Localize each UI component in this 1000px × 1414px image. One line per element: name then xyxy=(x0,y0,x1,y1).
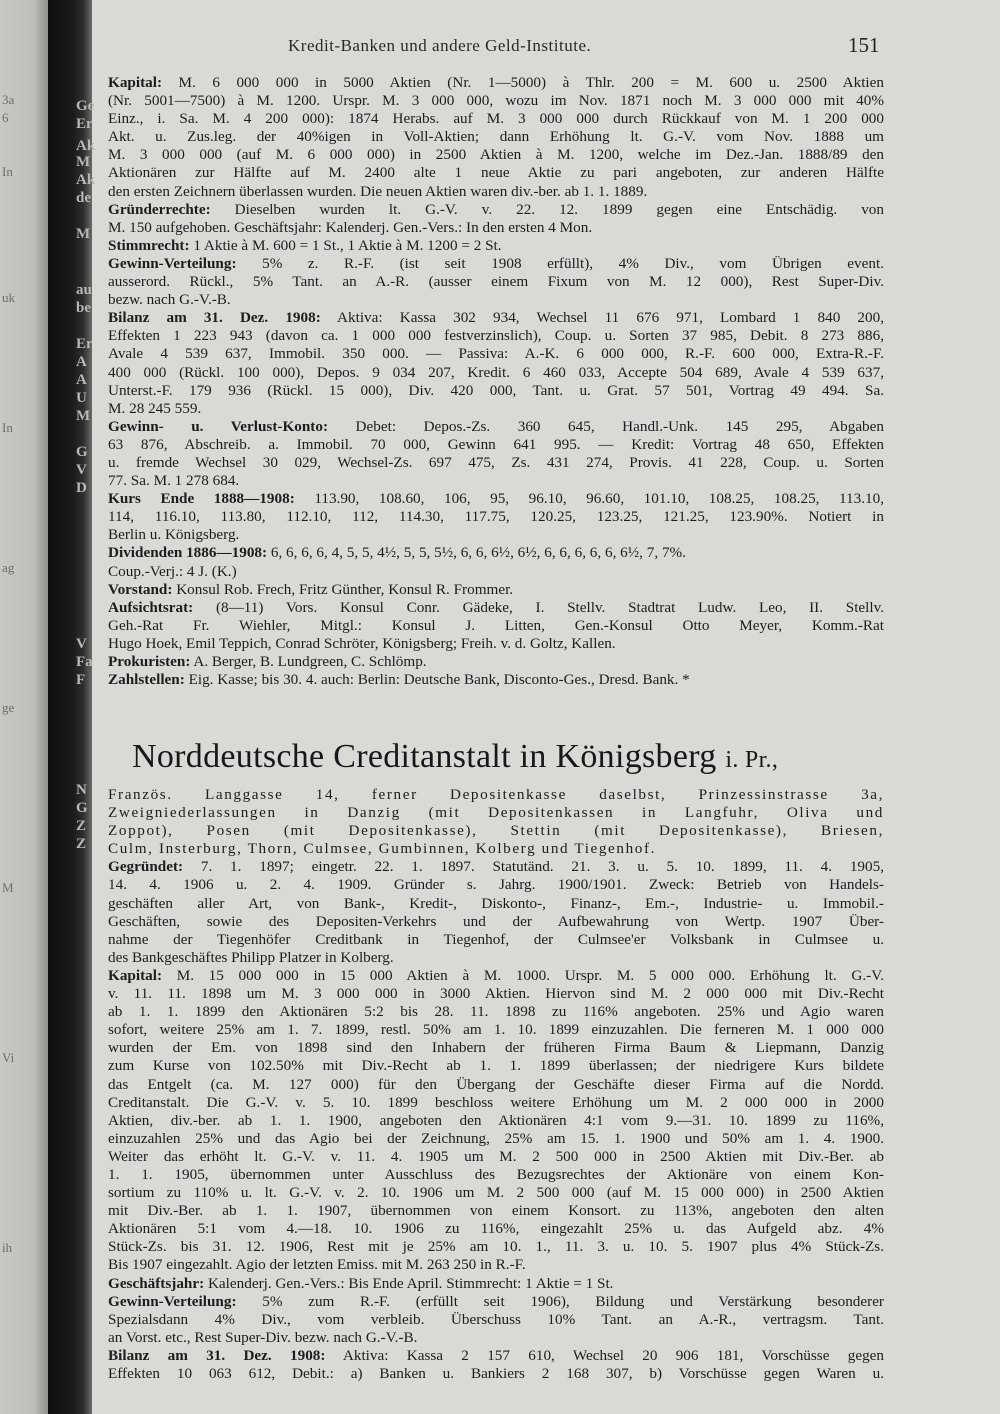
text-line: Stimmrecht: 1 Aktie à M. 600 = 1 St., 1 Aktie à M. 1200 = 2 St. xyxy=(108,236,502,254)
previous-page-edge xyxy=(0,0,48,1414)
section-heading xyxy=(108,728,884,786)
field-label: Kurs Ende 1888—1908: xyxy=(108,490,295,508)
text-line: Effekten 10 063 612, Debit.: a) Banken u. Bankiers 2 168 307, b) Vorschüsse gegen Waren u. xyxy=(108,1365,884,1382)
text-line: das Entgelt (ca. M. 127 000) für den Übergang der Geschäfte dieser Firma auf die Nordd. xyxy=(108,1075,884,1093)
text-line: Bilanz am 31. Dez. 1908: Aktiva: Kassa 2 157 610, Wechsel 20 906 181, Vorschüsse gegen xyxy=(108,1346,884,1364)
text-line: Geh.-Rat Fr. Wiehler, Mitgl.: Konsul J. Litten, Gen.-Konsul Otto Meyer, Komm.-Rat xyxy=(108,616,884,634)
text-line: M. 150 aufgehoben. Geschäftsjahr: Kalenderj. Gen.-Vers.: In den ersten 4 Mon. xyxy=(108,218,593,236)
text-line: Hugo Hoek, Emil Teppich, Conrad Schröter, Königsberg; Freih. v. d. Goltz, Kallen. xyxy=(108,634,616,652)
text-line: nahme der Tiegenhöfer Creditbank in Tiegenhof, der Culmsee'er Volksbank in Culmsee u. xyxy=(108,930,884,948)
spine-fragment: Er xyxy=(76,116,93,132)
field-label: Gewinn-Verteilung: xyxy=(108,254,237,272)
field-label: Kapital: xyxy=(108,966,163,984)
field-label: Bilanz am 31. Dez. 1908: xyxy=(108,1346,326,1364)
text-line: Aufsichtsrat: (8—11) Vors. Konsul Conr. Gädeke, I. Stellv. Stadtrat Ludw. Leo, II. Stellv. xyxy=(108,598,884,616)
text-line: Aktionären zur Hälfte auf M. 2400 alte 1 neue Aktie zu pari angeboten, zur anderen Hälfte xyxy=(108,164,884,182)
text-line: Vorstand: Konsul Rob. Frech, Fritz Günther, Konsul R. Frommer. xyxy=(108,580,514,598)
entry-norddeutsche-creditanstalt xyxy=(108,728,884,1383)
text-line: Creditanstalt. Die G.-V. v. 5. 10. 1899 beschloss weitere Erhöhung um M. 2 000 000 in 2000 xyxy=(108,1093,884,1111)
spine-fragment: Fa xyxy=(76,654,93,670)
text-line: Zoppot), Posen (mit Depositenkasse), Stettin (mit Depositenkasse), Briesen, xyxy=(108,822,884,840)
spine-fragment: A xyxy=(76,372,87,388)
spine-fragment: D xyxy=(76,480,87,496)
text-line: des Bankgeschäftes Philipp Platzer in Kolberg. xyxy=(108,948,394,966)
text-line: Aktionären 5:1 vom 4.—18. 10. 1906 zu 116%, eingezahlt 25% u. das Aufgeld abz. 4% xyxy=(108,1220,884,1238)
text-line: Geschäftsjahr: Kalenderj. Gen.-Vers.: Bis Ende April. Stimmrecht: 1 Aktie = 1 St. xyxy=(108,1274,614,1292)
text-line: ausserord. Rückl., 5% Tant. an A.-R. (ausser einem Fixum von M. 12 000), Rest Super-Div. xyxy=(108,273,884,291)
text-line: Spezialsdann 4% Div., vom verbleib. Überschuss 10% Tant. an A.-R., vertragsm. Tant. xyxy=(108,1310,884,1328)
text-line: 400 000 (Rückl. 100 000), Depos. 9 034 207, Kredit. 6 460 033, Accepte 504 689, Avale 4 539 637, xyxy=(108,363,884,381)
text-line: (Nr. 5001—7500) à M. 1200. Urspr. M. 3 000 000, wozu im Nov. 1871 noch M. 3 000 000 mit 40% xyxy=(108,92,884,110)
text-line: M. 28 245 559. xyxy=(108,399,202,417)
field-label: Kapital: xyxy=(108,74,163,91)
text-line: u. fremde Wechsel 30 029, Wechsel-Zs. 697 475, Zs. 431 274, Provis. 41 228, Coup. u. Sorten xyxy=(108,453,884,471)
text-line: ab 1. 1. 1899 den Aktionären 5:2 bis 28. 11. 1898 zu 116% angeboten. 25% und Agio waren xyxy=(108,1003,884,1021)
spine-fragment: G xyxy=(76,800,88,816)
prev-page-fragment: 6 xyxy=(2,110,9,125)
text-line: Geschäften, sowie des Depositen-Verkehrs und der Aufbewahrung von Wertp. 1907 Über- xyxy=(108,912,884,930)
prev-page-fragment: 3a xyxy=(2,92,15,107)
text-line: 14. 4. 1906 u. 2. 4. 1909. Gründer s. Jahrg. 1900/1901. Zweck: Betrieb von Handels- xyxy=(108,876,884,894)
text-line: Gewinn-Verteilung: 5% z. R.-F. (ist seit 1908 erfüllt), 4% Div., vom Übrigen event. xyxy=(108,254,884,272)
prev-page-fragment: M xyxy=(2,880,14,895)
field-label: Gründerrechte: xyxy=(108,200,211,218)
text-line: Unterst.-F. 179 936 (Rückl. 15 000), Div. 420 000, Tant. u. Grat. 57 501, Vortrag 49 494. Sa. xyxy=(108,381,884,399)
text-line: Weiter das erhöht lt. G.-V. v. 11. 4. 1905 um M. 2 500 000 in 2500 Aktien mit Div.-Ber. ab xyxy=(108,1147,884,1165)
field-label: Geschäftsjahr: xyxy=(108,1274,205,1292)
text-line: Avale 4 539 637, Immobil. 350 000. — Passiva: A.-K. 6 000 000, R.-F. 600 000, Extra-R.-F. xyxy=(108,345,884,363)
spine-fragment: au xyxy=(76,282,92,298)
text-line: 1. 1. 1905, übernommen unter Ausschluss des Bezugsrechtes der Aktionäre von einem Kon- xyxy=(108,1165,884,1183)
page-content xyxy=(108,0,988,1414)
text-line: Prokuristen: A. Berger, B. Lundgreen, C. Schlömp. xyxy=(108,653,427,670)
spine-fragment: Z xyxy=(76,836,87,852)
page-number: 151 xyxy=(848,33,880,57)
spine-fragment: de xyxy=(76,190,91,206)
text-line: Gewinn-Verteilung: 5% zum R.-F. (erfüllt seit 1906), Bildung und Verstärkung besonderer xyxy=(108,1292,884,1310)
field-label: Bilanz am 31. Dez. 1908: xyxy=(108,309,321,327)
field-label: Prokuristen: xyxy=(108,653,191,670)
prev-page-fragment: uk xyxy=(2,290,15,305)
spine-fragment: M xyxy=(76,226,91,242)
field-label: Gegründet: xyxy=(108,858,184,876)
spine-fragment: F xyxy=(76,672,86,688)
field-label: Stimmrecht: xyxy=(108,236,190,254)
text-line: Kapital: M. 6 000 000 in 5000 Aktien (Nr. 1—5000) à Thlr. 200 = M. 600 u. 2500 Aktien xyxy=(108,74,884,91)
text-line: M. 3 000 000 (auf M. 6 000 000) in 2500 Aktien à M. 1200, welche im Dez.-Jan. 1888/89 den xyxy=(108,146,884,164)
text-line: 114, 116.10, 113.80, 112.10, 112, 114.30, 117.75, 120.25, 123.25, 121.25, 123.90%. Notiert in xyxy=(108,508,884,526)
text-line: Kurs Ende 1888—1908: 113.90, 108.60, 106, 95, 96.10, 96.60, 101.10, 108.25, 108.25, 113.10, xyxy=(108,490,884,508)
spine-fragment: Ge xyxy=(76,98,95,114)
text-line: mit Div.-Ber. ab 1. 1. 1907, übernommen von einem Konsort. zu 113%, angeboten den alten xyxy=(108,1202,884,1220)
running-head: Kredit-Banken und andere Geld-Institute. xyxy=(288,36,592,55)
text-line: geschäften aller Art, von Bank-, Kredit-, Diskonto-, Finanz-, Em.-, Industrie- u. Immobil.- xyxy=(108,894,884,912)
text-line: Gegründet: 7. 1. 1897; eingetr. 22. 1. 1897. Statutänd. 21. 3. u. 5. 10. 1899, 11. 4. 1905, xyxy=(108,858,884,876)
text-line: Dividenden 1886—1908: 6, 6, 6, 6, 4, 5, 5, 4½, 5, 5, 5½, 6, 6, 6½, 6½, 6, 6, 6, 6, 6, 6½, 7, 7%. xyxy=(108,544,686,562)
text-line: Effekten 1 223 943 (davon ca. 1 000 000 festverzinslich), Coup. u. Sorten 37 985, Debit. 8 273 886, xyxy=(108,327,884,345)
spine-fragment: Er xyxy=(76,336,93,352)
text-line: Coup.-Verj.: 4 J. (K.) xyxy=(108,562,237,580)
text-line: an Vorst. etc., Rest Super-Div. bezw. nach G.-V.-B. xyxy=(108,1328,418,1346)
text-line: den ersten Zeichnern überlassen wurden. Die neuen Aktien waren div.-ber. ab 1. 1. 1889. xyxy=(108,182,648,200)
field-label: Vorstand: xyxy=(108,580,173,598)
text-line: Stück-Zs. bis 31. 12. 1906, Rest mit je 25% am 10. 1., 11. 3. u. 10. 5. 1907 plus 4% Stück-Zs. xyxy=(108,1238,884,1256)
text-line: Französ. Langgasse 14, ferner Depositenkasse daselbst, Prinzessinstrasse 3a, xyxy=(108,786,884,803)
prev-page-fragment: ih xyxy=(2,1240,13,1255)
text-line: zum Kurse von 102.50% mit Div.-Recht ab 1. 1. 1899 überlassen; der niedrigere Kurs bildete xyxy=(108,1057,884,1075)
spine-fragment: G xyxy=(76,444,88,460)
text-line: Bilanz am 31. Dez. 1908: Aktiva: Kassa 302 934, Wechsel 11 676 971, Lombard 1 840 200, xyxy=(108,309,884,327)
text-line: Zahlstellen: Eig. Kasse; bis 30. 4. auch: Berlin: Deutsche Bank, Disconto-Ges., Dresd. Bank. * xyxy=(108,671,690,689)
spine-fragment: Ak xyxy=(76,172,96,188)
text-line: einzuzahlen 25% und das Agio bei der Zeichnung, 25% am 15. 1. 1900 und 50% am 1. 4. 1900. xyxy=(108,1129,884,1147)
text-line: wurden der Em. von 1898 sind den Inhabern der früheren Firma Baum & Liepmann, Danzig xyxy=(108,1039,884,1057)
spine-fragment: N xyxy=(76,782,87,798)
text-line: Bis 1907 eingezahlt. Agio der letzten Emiss. mit M. 263 250 in R.-F. xyxy=(108,1256,526,1274)
spine-fragment: M xyxy=(76,154,91,170)
text-line: sortium zu 110% u. lt. G.-V. v. 2. 10. 1906 um M. 2 500 000 (auf M. 15 000 000) in 2500 Aktien xyxy=(108,1184,884,1202)
spine-fragment: U xyxy=(76,390,87,406)
spine-fragment: V xyxy=(76,636,87,652)
prev-page-fragment: ge xyxy=(2,700,15,715)
text-line: sofort, weitere 25% am 1. 7. 1899, restl. 50% am 1. 10. 1899 einzuzahlen. Die ferneren M. 1 000 000 xyxy=(108,1021,884,1039)
entry-koenigsberger-vereinsbank xyxy=(108,74,884,689)
spine-fragment: V xyxy=(76,462,87,478)
spine-fragment: A xyxy=(76,354,87,370)
field-label: Aufsichtsrat: xyxy=(108,598,194,616)
text-line: Zweigniederlassungen in Danzig (mit Depositenkassen in Langfuhr, Oliva und xyxy=(108,804,884,822)
text-line: 63 876, Abschreib. a. Immobil. 70 000, Gewinn 641 995. — Kredit: Vortrag 48 650, Effekten xyxy=(108,435,884,453)
field-label: Zahlstellen: xyxy=(108,671,185,689)
section-heading-suffix: i. Pr., xyxy=(725,747,779,773)
field-label: Gewinn- u. Verlust-Konto: xyxy=(108,417,329,435)
field-label: Gewinn-Verteilung: xyxy=(108,1292,237,1310)
text-line: Gewinn- u. Verlust-Konto: Debet: Depos.-Zs. 360 645, Handl.-Unk. 145 295, Abgaben xyxy=(108,417,884,435)
spine-fragment: Z xyxy=(76,818,87,834)
spine-fragment: be xyxy=(76,300,91,316)
text-line: Aktien, div.-ber. ab 1. 1. 1900, angeboten den Aktionären 4:1 vom 9.—31. 10. 1899 zu 116%, xyxy=(108,1111,884,1129)
spine-fragment: M xyxy=(76,408,91,424)
text-line: Einz., i. Sa. M. 4 200 000): 1874 Herabs. auf M. 3 000 000 durch Rückkauf von M. 1 200 000 xyxy=(108,110,884,128)
prev-page-fragment: ag xyxy=(2,560,15,575)
field-label: Dividenden 1886—1908: xyxy=(108,544,268,562)
text-line: Akt. u. Zus.leg. der 40%igen in Voll-Aktien; dann Erhöhung lt. G.-V. vom Nov. 1888 um xyxy=(108,128,884,146)
text-line: Kapital: M. 15 000 000 in 15 000 Aktien à M. 1000. Urspr. M. 5 000 000. Erhöhung lt. G.-V. xyxy=(108,966,884,984)
spine-fragment: Ak xyxy=(76,138,96,154)
text-line: Culm, Insterburg, Thorn, Culmsee, Gumbinnen, Kolberg und Tiegenhof. xyxy=(108,840,657,858)
prev-page-fragment: Vi xyxy=(2,1050,15,1065)
text-line: Gründerrechte: Dieselben wurden lt. G.-V. v. 22. 12. 1899 gegen eine Entschädig. von xyxy=(108,200,884,218)
section-body xyxy=(108,786,884,1383)
text-line: bezw. nach G.-V.-B. xyxy=(108,291,231,309)
text-line: Berlin u. Königsberg. xyxy=(108,526,240,544)
text-line: v. 11. 11. 1898 um M. 3 000 000 in 3000 Aktien. Hiervon sind M. 2 000 000 mit Div.-Recht xyxy=(108,985,884,1003)
prev-page-fragment: In xyxy=(2,420,13,435)
text-line: 77. Sa. M. 1 278 684. xyxy=(108,472,240,490)
section-heading-title: Norddeutsche Creditanstalt in Königsberg xyxy=(132,738,717,775)
prev-page-fragment: In xyxy=(2,164,13,179)
